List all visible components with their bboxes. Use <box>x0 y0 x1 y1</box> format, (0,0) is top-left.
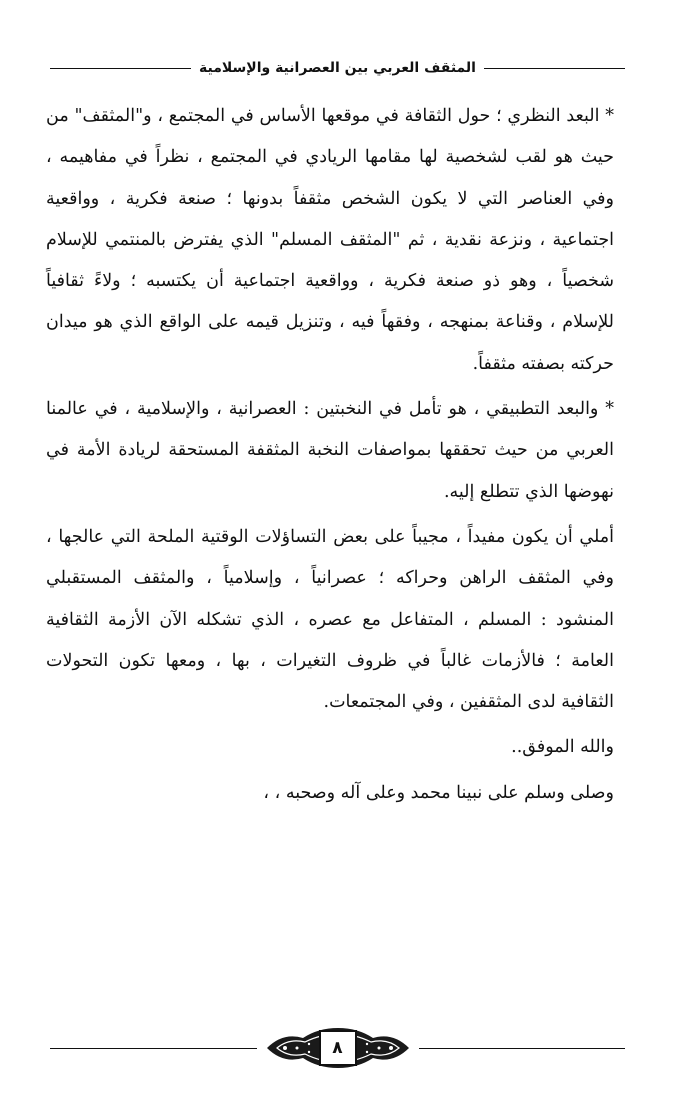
paragraph-applied: * والبعد التطبيقي ، هو تأمل في النخبتين : العصرانية ، والإسلامية ، في عالمنا العربي من حيث تحققها بمواصفات النخبة المثقفة المستحقة لريادة الأمة في نهوضها الذي تتطلع إليه. <box>46 399 614 502</box>
header-rule-left <box>50 68 191 69</box>
paragraph-hope: أملي أن يكون مفيداً ، مجيباً على بعض التساؤلات الوقتية الملحة التي عالجها ، وفي المثقف الراهن وحراكه ؛ عصرانياً ، وإسلامياً ، والمثقف المستقبلي المنشود : المسلم ، المتفاعل مع عصره ، الذي تشكله الآن الأزمة الثقافية العامة ؛ فالأزمات غالباً في ظروف التغيرات ، بها ، ومعها تكون التحولات الثقافية لدى المثقفين ، وفي المجتمعات. <box>46 526 614 713</box>
page-body <box>46 96 636 814</box>
paragraph-prayer: وصلى وسلم على نبينا محمد وعلى آله وصحبه ، ، <box>263 782 614 803</box>
running-header-title: المثقف العربي بين العصرانية والإسلامية <box>199 60 476 76</box>
paragraph-closing: والله الموفق.. <box>511 737 614 758</box>
footer-rule-right <box>419 1048 626 1049</box>
page-number: ٨ <box>319 1030 357 1066</box>
paragraph-theoretical: * البعد النظري ؛ حول الثقافة في موقعها الأساس في المجتمع ، و"المثقف" من حيث هو لقب لشخصية لها مقامها الريادي في المجتمع ، نظراً في مفاهيمه ، وفي العناصر التي لا يكون الشخص مثقفاً بدونها ؛ صنعة فكرية ، وواقعية اجتماعية ، ونزعة نقدية ، ثم "المثقف المسلم" الذي يفترض بالمنتمي للإسلام شخصياً ، وهو ذو صنعة فكرية ، وواقعية اجتماعية أن يكتسبه ؛ ولاءً ثقافياً للإسلام ، وقناعة بمنهجه ، وفقهاً فيه ، وتنزيل قيمه على الواقع الذي هو ميدان حركته بصفته مثقفاً. <box>46 106 614 374</box>
page-footer <box>50 1022 625 1074</box>
header-rule-right <box>484 68 625 69</box>
footer-rule-left <box>50 1048 257 1049</box>
decorative-frame-icon <box>263 1024 413 1072</box>
running-header <box>50 54 625 82</box>
